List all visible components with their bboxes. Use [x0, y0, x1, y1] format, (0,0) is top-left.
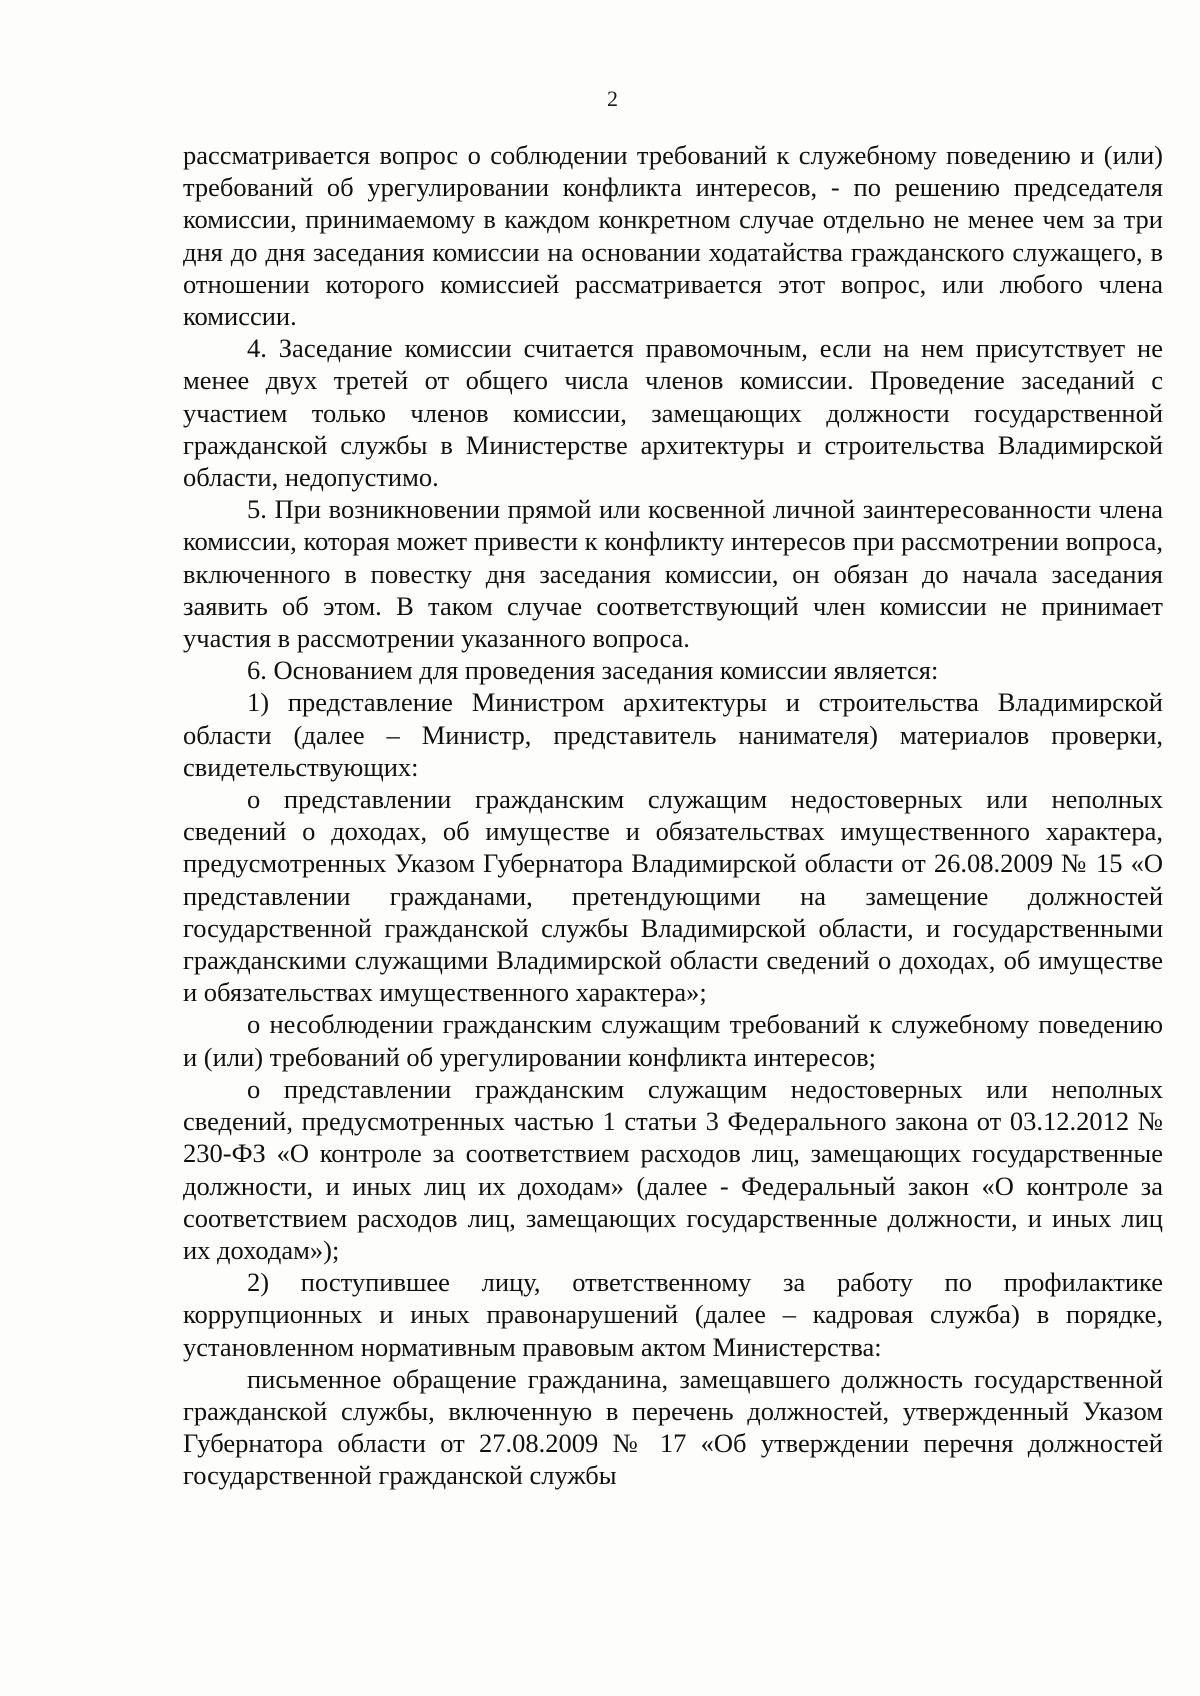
- paragraph-clause-income-info: о представлении гражданским служащим недостоверных или неполных сведений о доходах, об имуществе и обязательствах имущественного характера, предусмотренных Указом Губернатора Владимирской области от 26.08.2009 № 15 «О представлении гражданами, претендующими на замещение должностей государственной гражданской службы Владимирской области, и государственными гражданскими служащими Владимирской области сведений о доходах, об имуществе и обязательствах имущественного характера»;: [183, 784, 1163, 1008]
- paragraph-clause-written-appeal: письменное обращение гражданина, замещавшего должность государственной гражданской службы, включенную в перечень должностей, утвержденный Указом Губернатора области от 27.08.2009 № 17 «Об утверждении перечня должностей государственной гражданской службы: [183, 1363, 1163, 1491]
- paragraph-subitem-1: 1) представление Министром архитектуры и строительства Владимирской области (далее – Министр, представитель нанимателя) материалов проверки, свидетельствующих:: [183, 687, 1163, 782]
- paragraph-clause-expenses-info: о представлении гражданским служащим недостоверных или неполных сведений, предусмотренных частью 1 статьи 3 Федерального закона от 03.12.2012 № 230-ФЗ «О контроле за соответствием расходов лиц, замещающих государственные должности, и иных лиц их доходам» (далее - Федеральный закон «О контроле за соответствием расходов лиц, замещающих государственные должности, и иных лиц их доходам»);: [183, 1073, 1163, 1265]
- paragraph-item-6: 6. Основанием для проведения заседания комиссии является:: [247, 655, 939, 686]
- paragraph-item-5: 5. При возникновении прямой или косвенной личной заинтересованности члена комиссии, которая может привести к конфликту интересов при рассмотрении вопроса, включенного в повестку дня заседания комиссии, он обязан до начала заседания заявить об этом. В таком случае соответствующий член комиссии не принимает участия в рассмотрении указанного вопроса.: [183, 494, 1163, 654]
- paragraph-subitem-2: 2) поступившее лицу, ответственному за работу по профилактике коррупционных и иных правонарушений (далее – кадровая служба) в порядке, установленном нормативным правовым актом Министерства:: [183, 1267, 1163, 1362]
- paragraph-clause-conduct: о несоблюдении гражданским служащим требований к служебному поведению и (или) требований об урегулировании конфликта интересов;: [183, 1009, 1163, 1072]
- paragraph-item-4: 4. Заседание комиссии считается правомочным, если на нем присутствует не менее двух третей от общего числа членов комиссии. Проведение заседаний с участием только членов комиссии, замещающих должности государственной гражданской службы в Министерстве архитектуры и строительства Владимирской области, недопустимо.: [183, 333, 1163, 493]
- paragraph-continuation: рассматривается вопрос о соблюдении требований к служебному поведению и (или) требований об урегулировании конфликта интересов, - по решению председателя комиссии, принимаемому в каждом конкретном случае отдельно не менее чем за три дня до дня заседания комиссии на основании ходатайства гражданского служащего, в отношении которого комиссией рассматривается этот вопрос, или любого члена комиссии.: [183, 140, 1163, 332]
- document-body: [183, 139, 1163, 1492]
- page-number: 2: [607, 86, 618, 111]
